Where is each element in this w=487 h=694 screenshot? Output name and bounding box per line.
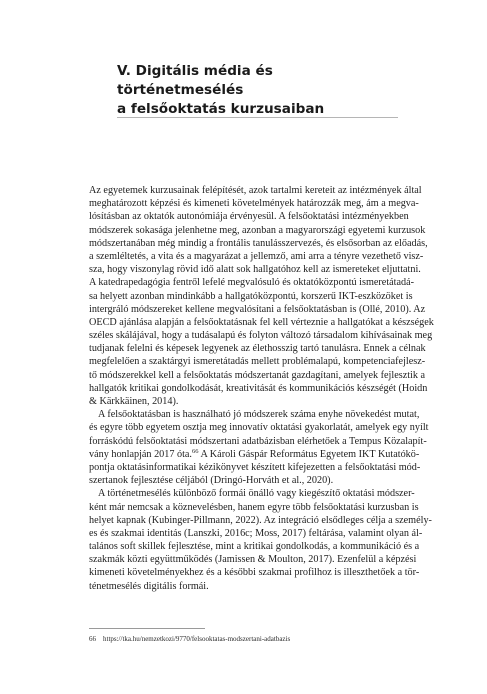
text-segment: vány honlapján 2017 óta. <box>89 448 192 460</box>
text-line: széles skálájával, hogy a tudásalapú és folyton változó társadalom kihívásainak meg <box>89 330 433 342</box>
text-line: Az egyetemek kurzusainak felépítését, azok tartalmi kereteit az intézmények által <box>89 185 422 196</box>
text-line: tudjanak felelni és képesek legyenek az élethosszig tartó tanulásra. Ennek a célnak <box>89 343 426 355</box>
text-line: tő módszerekkel kell a felsőoktatás módszertanát gazdagítani, amelyek fejlesztik a <box>89 369 426 381</box>
text-line: pontja oktatásinformatikai kézikönyvet készített kifejezetten a felsőoktatási mód- <box>89 461 421 473</box>
text-line: sza, hogy viszonylag rövid idő alatt sok hallgatóhoz kell az ismereteket eljuttatni. <box>89 264 421 276</box>
text-line-with-footnote <box>89 447 420 461</box>
text-line: talános soft skillek fejlesztése, mint a kritikai gondolkodás, a kommunikáció és a <box>89 541 420 553</box>
text-segment: A Károli Gáspár Református Egyetem IKT Kutatókö- <box>198 448 420 460</box>
text-line: es és szakmai identitás (Lanszki, 2016c; Moss, 2017) feltárása, valamint olyan ál- <box>89 527 423 539</box>
footnote-link[interactable]: https://tka.hu/nemzetkozi/9770/felsooktatas-modszertani-adatbazis <box>103 635 291 643</box>
text-line: a szemléltetés, a vita és a magyarázat a jellemző, ami arra a tényre vezethető visz- <box>89 250 424 262</box>
text-line: hallgatók kritikai gondolkodását, kreativitását és kommunikációs készségét (Hoidn <box>89 382 428 394</box>
text-line: módszertanában még mindig a frontális tanulásszervezés, és elsősorban az előadás, <box>89 237 428 249</box>
text-line: intergráló módszereket kellene megvalósítani a felsőoktatásban is (Ollé, 2010). Az <box>89 303 426 315</box>
text-line: módszerek sokasága jelenhetne meg, azonban a magyarországi egyetemi kurzusok <box>89 224 426 236</box>
body-text <box>89 184 434 593</box>
text-line: A katedrapedagógia fentről lefelé megvalósuló és oktatóközpontú ismeretátadá- <box>89 277 415 289</box>
text-line: és egyre több egyetem osztja meg innovatív oktatási gyakorlatát, amelyek egy nyílt <box>89 422 429 434</box>
text-line: A felsőoktatásban is használható jó módszerek száma enyhe növekedést mutat, <box>98 409 420 421</box>
text-line: OECD ajánlása alapján a felsőoktatásnak fel kell vérteznie a hallgatókat a készségek <box>89 316 434 328</box>
chapter-title <box>117 62 397 119</box>
text-line: ténetmesélés digitális formái. <box>89 580 209 592</box>
text-line: sa helyett azonban mindinkább a hallgatóközpontú, korszerű IKT-eszközöket is <box>89 290 413 302</box>
chapter-title-line-1: V. Digitális média és történetmesélés <box>117 63 273 98</box>
paragraph-2 <box>89 408 429 487</box>
text-line: szertanok fejlesztése céljából (Dringó-Horváth et al., 2020). <box>89 475 334 487</box>
text-line: helyet kapnak (Kubinger-Pillmann, 2022). Az integráció elsődleges célja a személy- <box>89 514 432 526</box>
text-line: forráskódú felsőoktatási módszertani adatbázisban elérhetőek a Tempus Közalapít- <box>89 435 427 447</box>
text-line: meghatározott képzési és kimeneti követelmények határozzák meg, ám a megva- <box>89 198 419 210</box>
footnote <box>89 635 401 644</box>
text-line: szakmák közti együttműködés (Jamissen & Moulton, 2017). Ezenfelül a képzési <box>89 554 417 566</box>
text-line: A történetmesélés különböző formái önálló vagy kiegészítő oktatási módszer- <box>98 488 415 500</box>
paragraph-3 <box>89 487 432 593</box>
footnote-divider <box>89 628 205 629</box>
text-line: kimeneti követelményekhez és a későbbi szakmai profilhoz is illeszthetőek a tör- <box>89 567 420 579</box>
chapter-title-line-2: a felsőoktatás kurzusaiban <box>117 101 325 117</box>
text-line: megfelelően a szaktárgyi ismeretátadás mellett problémalapú, kompetenciafejlesz- <box>89 356 426 368</box>
title-divider <box>117 117 398 118</box>
text-line: ként már nemcsak a köznevelésben, hanem egyre több felsőoktatási kurzusban is <box>89 501 419 513</box>
footnote-number: 66 <box>89 635 96 643</box>
paragraph-1 <box>89 184 434 408</box>
footnote-reference[interactable]: 66 <box>191 447 199 455</box>
text-line: lósításban az oktatók autonómiája érvényesül. A felsőoktatási intézményekben <box>89 211 409 223</box>
text-line: & Kärkkäinen, 2014). <box>89 396 179 407</box>
